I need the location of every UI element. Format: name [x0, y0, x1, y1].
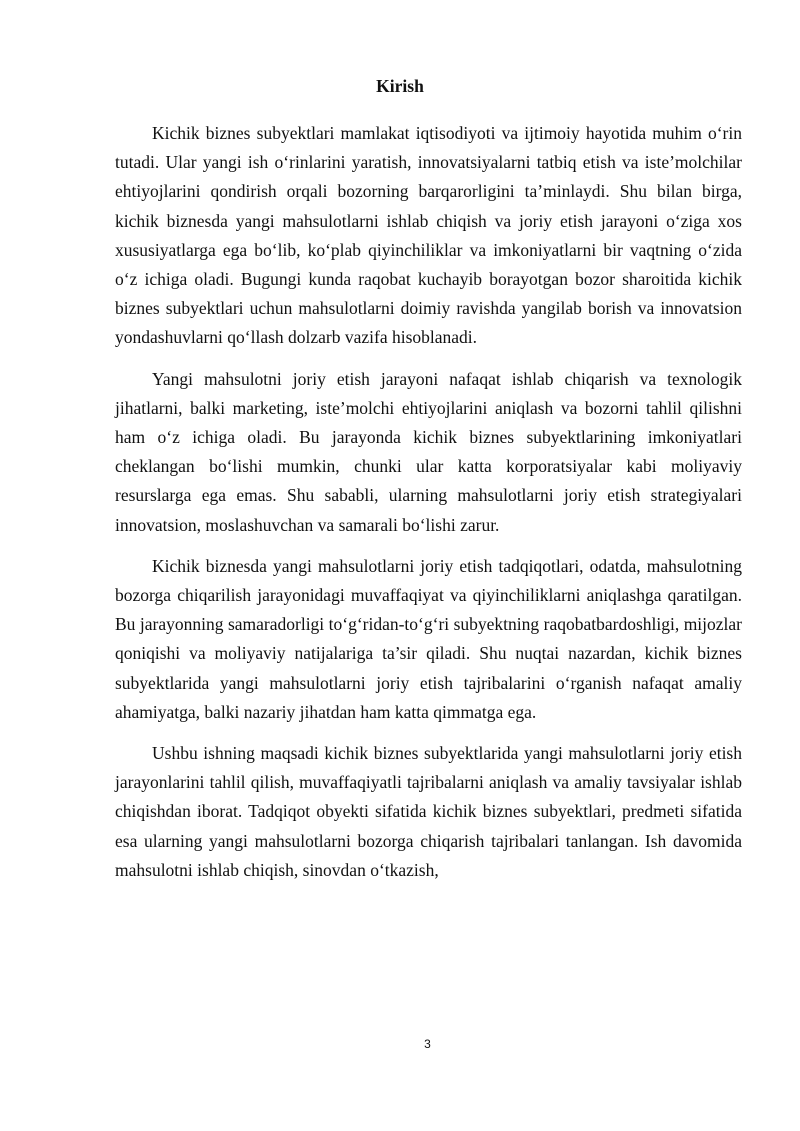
paragraph-1: Kichik biznes subyektlari mamlakat iqtisodiyoti va ijtimoiy hayotida muhim o‘rin tutadi. Ular yangi ish o‘rinlarini yaratish, innovatsiyalarni tatbiq etish va iste’molchilar ehtiyojlarini qondirish orqali bozorning barqarorligini ta’minlaydi. Shu bilan birga, kichik biznesda yangi mahsulotlarni ishlab chiqish va joriy etish jarayoni o‘ziga xos xususiyatlarga ega bo‘lib, ko‘plab qiyinchiliklar va imkoniyatlarni bir vaqtning o‘zida o‘z ichiga oladi. Bugungi kunda raqobat kuchayib borayotgan bozor sharoitida kichik biznes subyektlari uchun mahsulotlarni doimiy ravishda yangilab borish va innovatsion yondashuvlarni qo‘llash dolzarb vazifa hisoblanadi. — [115, 123, 742, 348]
paragraph-2: Yangi mahsulotni joriy etish jarayoni nafaqat ishlab chiqarish va texnologik jihatlarni, balki marketing, iste’molchi ehtiyojlarini aniqlash va bozorni tahlil qilishni ham o‘z ichiga oladi. Bu jarayonda kichik biznes subyektlarining imkoniyatlari cheklangan bo‘lishi mumkin, chunki ular katta korporatsiyalar kabi moliyaviy resurslarga ega emas. Shu sababli, ularning mahsulotlarni joriy etish strategiyalari innovatsion, moslashuvchan va samarali bo‘lishi zarur. — [115, 368, 742, 535]
page-number: 3 — [424, 1037, 431, 1051]
paragraph-4: Ushbu ishning maqsadi kichik biznes subyektlarida yangi mahsulotlarni joriy etish jarayonlarini tahlil qilish, muvaffaqiyatli tajribalarni aniqlash va amaliy tavsiyalar ishlab chiqishdan iborat. Tadqiqot obyekti sifatida kichik biznes subyektlari, predmeti sifatida esa ularning yangi mahsulotlarni bozorga chiqarish tajribalari tanlangan. Ish davomida mahsulotni ishlab chiqish, sinovdan o‘tkazish, — [115, 743, 742, 880]
paragraph-3: Kichik biznesda yangi mahsulotlarni joriy etish tadqiqotlari, odatda, mahsulotning bozorga chiqarilish jarayonidagi muvaffaqiyat va qiyinchiliklarni aniqlashga qaratilgan. Bu jarayonning samaradorligi to‘g‘ridan-to‘g‘ri subyektning raqobatbardoshligi, mijozlar qoniqishi va moliyaviy natijalariga ta’sir qiladi. Shu nuqtai nazardan, kichik biznes subyektlarida yangi mahsulotlarni joriy etish tajribalarini o‘rganish nafaqat amaliy ahamiyatga, balki nazariy jihatdan ham katta qimmatga ega. — [115, 555, 742, 722]
body-text — [115, 119, 742, 897]
section-title: Kirish — [376, 76, 424, 96]
